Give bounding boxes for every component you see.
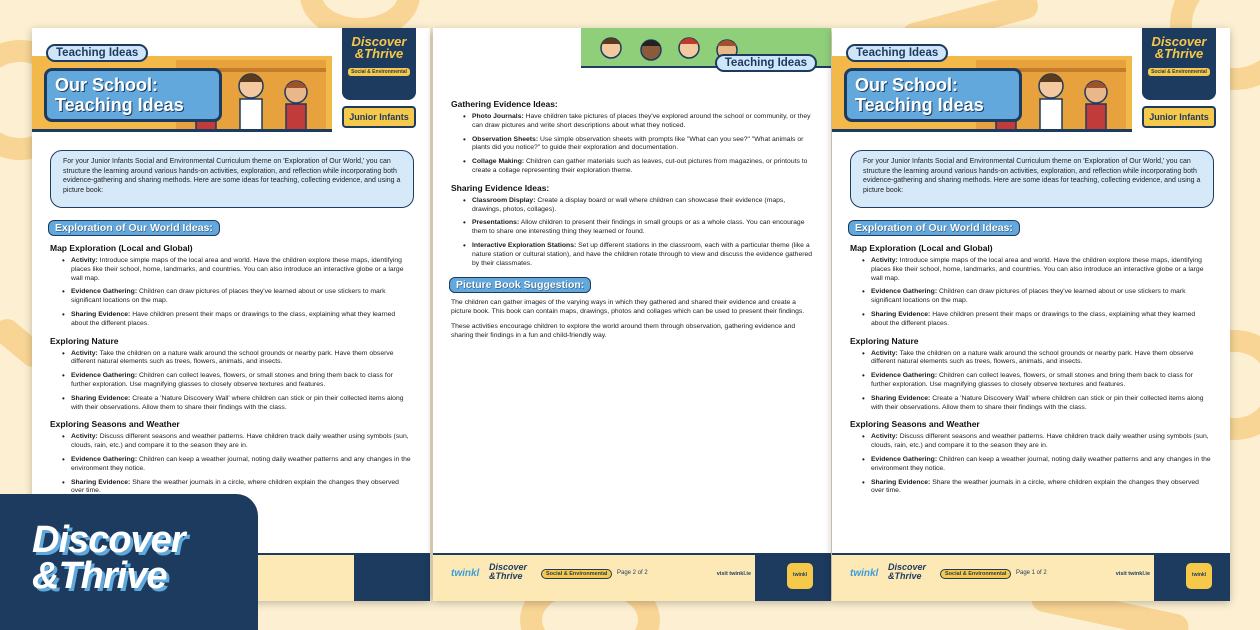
bullet-item: • Photo Journals: Have children take pictures of places they've explored around the school or community, or they can draw pictures and write short descriptions about what they noticed. [463, 113, 815, 131]
logo-subtitle: Social & Environmental [348, 68, 410, 76]
bullet-item: • Sharing Evidence: Share the weather journals in a circle, where children explain the changes they observed over time. [62, 479, 414, 497]
bullet-item: • Sharing Evidence: Have children present their maps or drawings to the class, explaining what they learned about the different places. [62, 311, 414, 329]
footer-navy-panel [354, 555, 430, 601]
topic-bullets [62, 257, 414, 329]
bullet-item: • Evidence Gathering: Children can collect leaves, flowers, or small stones and bring them back to class for further exploration. Use magnifying glasses to closely observe textures and features. [862, 372, 1214, 390]
footer-brand-logo: Discover &Thrive [489, 562, 528, 581]
logo-line1: Discover [351, 34, 407, 49]
teaching-ideas-tag: Teaching Ideas [846, 44, 948, 62]
page-title [44, 68, 222, 122]
section-heading: Exploration of Our World Ideas: [48, 220, 220, 236]
bullet-item: • Evidence Gathering: Children can draw pictures of places they've learned about or use stickers to mark significant locations on the map. [862, 288, 1214, 306]
teaching-ideas-tag: Teaching Ideas [46, 44, 148, 62]
bullet-item: • Classroom Display: Create a display board or wall where children can showcase their evidence (maps, drawings, photos, collages). [463, 197, 815, 215]
page-title-line2: Teaching Ideas [55, 95, 184, 115]
footer-subject-pill: Social & Environmental [940, 569, 1011, 579]
twinkl-badge-icon: twinkl [1186, 563, 1212, 589]
section-heading: Exploration of Our World Ideas: [848, 220, 1020, 236]
gathering-heading: Gathering Evidence Ideas: [451, 99, 558, 109]
closing-paragraph: These activities encourage children to explore the world around them through observation, gathering evidence and sharing their findings in a fun and child-friendly way. [451, 322, 796, 339]
bullet-item: • Collage Making: Children can gather materials such as leaves, cut-out pictures from magazines, or printouts to create a collage representing their exploration theme. [463, 158, 815, 176]
page-number: Page 2 of 2 [617, 570, 648, 576]
worksheet-page-2 [433, 28, 831, 601]
brand-logo-text [32, 519, 185, 597]
page-title-line2: Teaching Ideas [855, 95, 984, 115]
gathering-bullets [463, 113, 815, 176]
twinkl-logo: twinkl [451, 568, 480, 579]
topic-bullets [62, 433, 414, 496]
page-footer [433, 553, 831, 601]
bullet-item: • Evidence Gathering: Children can keep a weather journal, noting daily weather patterns and any changes in the environment they notice. [862, 456, 1214, 474]
visit-link[interactable]: visit twinkl.ie [716, 571, 751, 577]
bullet-item: • Interactive Exploration Stations: Set up different stations in the classroom, each with a particular theme (like a nature station or cultural station), and have the children rotate through to view and discuss the evidence gathered by their classmates. [463, 242, 815, 268]
twinkl-badge-icon: twinkl [787, 563, 813, 589]
bullet-item: • Sharing Evidence: Share the weather journals in a circle, where children explain the changes they observed over time. [862, 479, 1214, 497]
topic-heading: Map Exploration (Local and Global) [50, 243, 193, 253]
picture-book-heading: Picture Book Suggestion: [449, 277, 591, 293]
visit-link[interactable]: visit twinkl.ie [1115, 571, 1150, 577]
brand-logo [342, 28, 416, 100]
topic-heading: Exploring Nature [850, 335, 919, 346]
bullet-item: • Evidence Gathering: Children can draw pictures of places they've learned about or use stickers to mark significant locations on the map. [62, 288, 414, 306]
page-title-line1: Our School: [55, 75, 158, 95]
topic-bullets [862, 350, 1214, 413]
bullet-item: • Sharing Evidence: Have children present their maps or drawings to the class, explaining what they learned about the different places. [862, 311, 1214, 329]
intro-text: For your Junior Infants Social and Environmental Curriculum theme on 'Exploration of Our World,' you can structure the learning around various hands-on activities, exploration, and reflection while incorporating both evidence-gathering and sharing methods. Here are some ideas for teaching, collecting evidence, and using a picture book: [50, 150, 414, 208]
twinkl-logo: twinkl [850, 568, 879, 579]
bullet-item: • Activity: Discuss different seasons and weather patterns. Have children track daily weather using symbols (sun, clouds, rain, etc.) and compare it to the season they are in. [62, 433, 414, 451]
page1-body [48, 218, 414, 501]
logo-line1: Discover [1151, 34, 1207, 49]
page-footer [832, 553, 1230, 601]
footer-brand-logo: Discover &Thrive [888, 562, 927, 581]
topic-bullets [862, 257, 1214, 329]
page-title [844, 68, 1022, 122]
bullet-item: • Observation Sheets: Use simple observation sheets with prompts like "What can you see?" "What animals or plants did you notice?" to guide their exploration and documentation. [463, 136, 815, 154]
topic-heading: Map Exploration (Local and Global) [850, 243, 993, 253]
topic-bullets [862, 433, 1214, 496]
level-badge: Junior Infants [342, 106, 416, 128]
topic-bullets [62, 350, 414, 413]
footer-subject-pill: Social & Environmental [541, 569, 612, 579]
logo-line2: &Thrive [1154, 46, 1204, 61]
page3-body [848, 218, 1214, 501]
discover-thrive-brand-logo [0, 494, 258, 630]
bullet-item: • Evidence Gathering: Children can collect leaves, flowers, or small stones and bring them back to class for further exploration. Use magnifying glasses to closely observe textures and features. [62, 372, 414, 390]
picture-book-paragraph: The children can gather images of the varying ways in which they gathered and shared their evidence and create a picture book. This book can contain maps, drawings, photos and collages which can be used to present their findings. [451, 299, 805, 316]
topics-list [48, 243, 414, 496]
topic-heading: Exploring Seasons and Weather [850, 419, 980, 430]
bullet-item: • Activity: Take the children on a nature walk around the school grounds or nearby park. Have them observe different natural elements such as trees, flowers, animals, and insects. [862, 350, 1214, 368]
bullet-item: • Activity: Take the children on a nature walk around the school grounds or nearby park. Have them observe different natural elements such as trees, flowers, animals, and insects. [62, 350, 414, 368]
bullet-item: • Activity: Introduce simple maps of the local area and world. Have the children explore these maps, identifying places like their school, home, landmarks, and countries. You can also introduce an interactive globe or a large wall map. [62, 257, 414, 283]
page2-body [449, 92, 815, 347]
topic-heading: Exploring Seasons and Weather [50, 419, 180, 430]
logo-line2: &Thrive [354, 46, 404, 61]
topics-list [848, 243, 1214, 496]
page-number: Page 1 of 2 [1016, 570, 1047, 576]
brand-logo-line2: &Thrive [32, 555, 167, 597]
brand-logo-line1: Discover [32, 519, 185, 561]
bullet-item: • Activity: Discuss different seasons and weather patterns. Have children track daily weather using symbols (sun, clouds, rain, etc.) and compare it to the season they are in. [862, 433, 1214, 451]
bullet-item: • Sharing Evidence: Create a 'Nature Discovery Wall' where children can stick or pin their collected items along with their observations. Allow them to share their findings with the class. [62, 395, 414, 413]
sharing-heading: Sharing Evidence Ideas: [451, 182, 550, 193]
teaching-ideas-tag: Teaching Ideas [715, 54, 817, 72]
topic-heading: Exploring Nature [50, 335, 119, 346]
level-badge: Junior Infants [1142, 106, 1216, 128]
bullet-item: • Evidence Gathering: Children can keep a weather journal, noting daily weather patterns and any changes in the environment they notice. [62, 456, 414, 474]
logo-subtitle: Social & Environmental [1148, 68, 1210, 76]
page-title-line1: Our School: [855, 75, 958, 95]
sharing-bullets [463, 197, 815, 269]
bullet-item: • Presentations: Allow children to present their findings in small groups or as a whole class. You can encourage them to share one interesting thing they learned or found. [463, 219, 815, 237]
bullet-item: • Activity: Introduce simple maps of the local area and world. Have the children explore these maps, identifying places like their school, home, landmarks, and countries. You can also introduce an interactive globe or a large wall map. [862, 257, 1214, 283]
brand-logo [1142, 28, 1216, 100]
intro-text: For your Junior Infants Social and Environmental Curriculum theme on 'Exploration of Our World,' you can structure the learning around various hands-on activities, exploration, and reflection while incorporating both evidence-gathering and sharing methods. Here are some ideas for teaching, collecting evidence, and using a picture book: [850, 150, 1214, 208]
worksheet-page-1-copy [832, 28, 1230, 601]
bullet-item: • Sharing Evidence: Create a 'Nature Discovery Wall' where children can stick or pin their collected items along with their observations. Allow them to share their findings with the class. [862, 395, 1214, 413]
